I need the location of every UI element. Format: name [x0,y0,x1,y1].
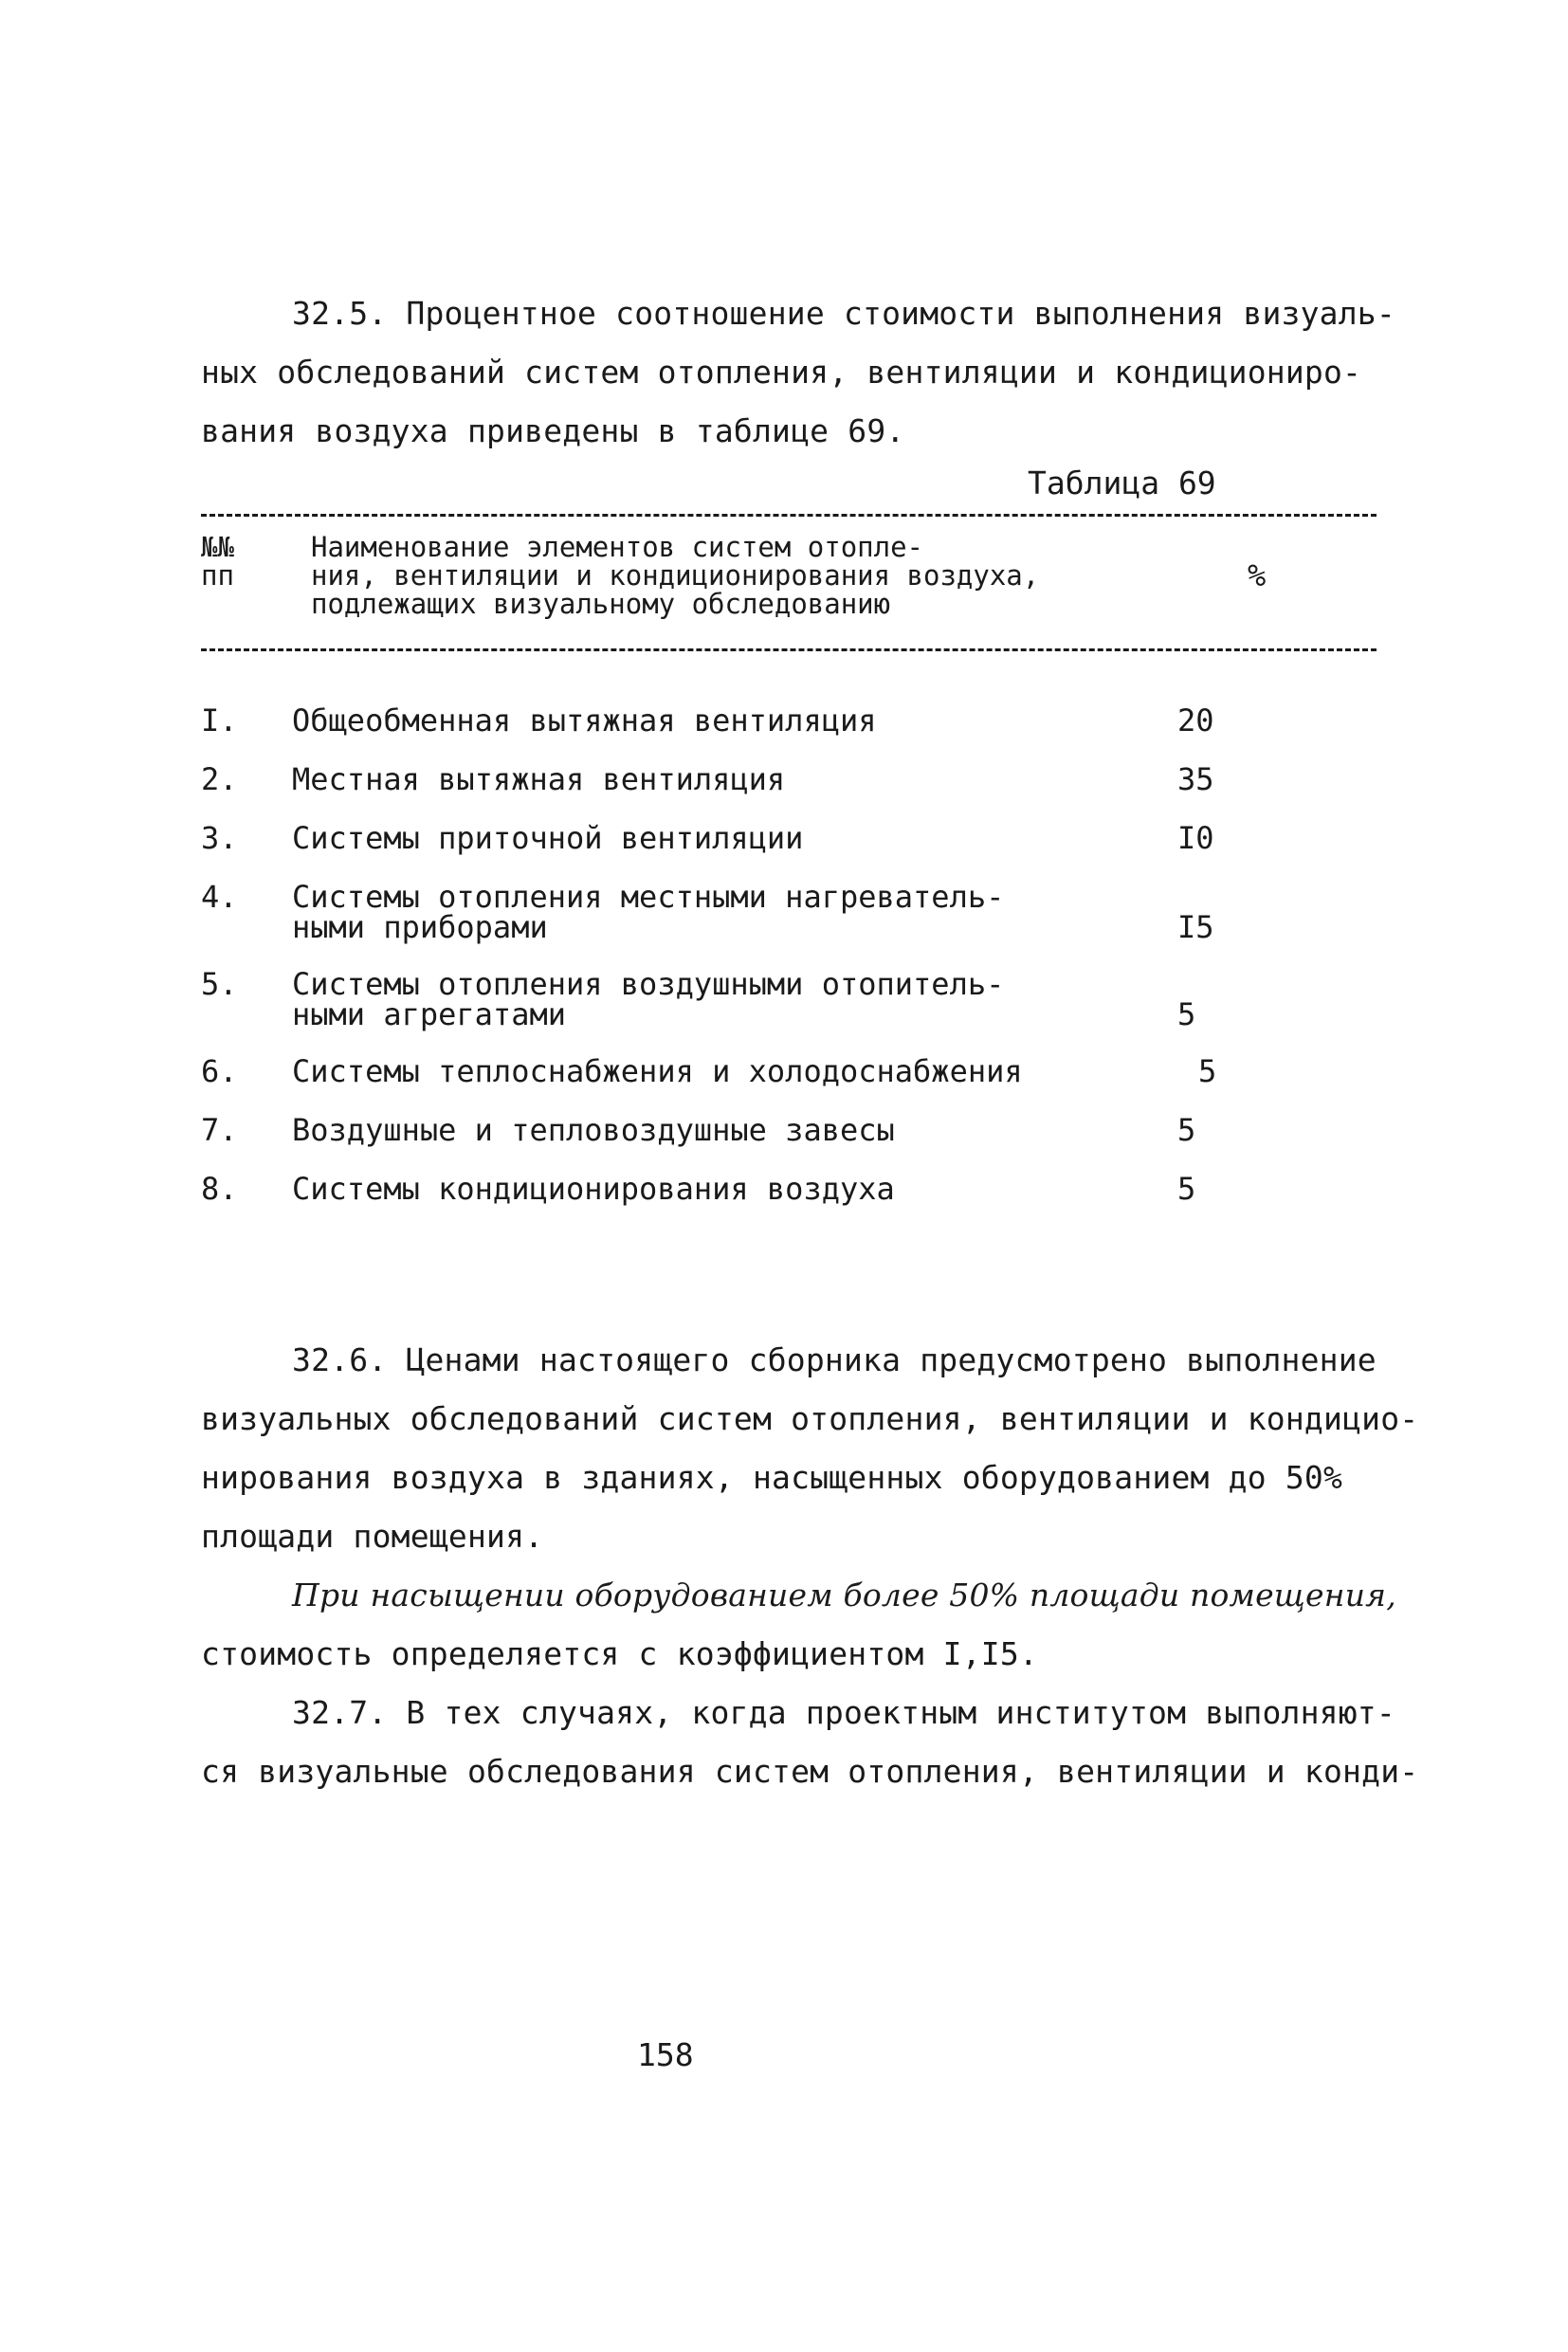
paragraph-line: ся визуальные обследования систем отопления, вентиляции и конди- [201,1753,1419,1790]
row-name-line: Системы приточной вентиляции [292,820,804,856]
paragraph-note [201,1566,1396,1684]
row-number: 7. [201,1112,238,1148]
table-header-rule [201,648,1377,651]
row-percent: I0 [1177,820,1214,856]
paragraph-line: нирования воздуха в зданиях, насыщенных оборудованием до 50% [201,1459,1343,1496]
row-number: 8. [201,1171,238,1207]
row-percent: 5 [1177,996,1196,1032]
paragraph-line: стоимость определяется с коэффициентом I,I5. [201,1635,1038,1672]
paragraph-line: 32.7. В тех случаях, когда проектным институтом выполняют- [292,1694,1395,1731]
row-name-line: Общеобменная вытяжная вентиляция [292,702,877,738]
row-name [292,879,1240,945]
table-header-percent: % [1248,557,1267,593]
row-name-line: ными агрегатами [292,996,566,1032]
table-header-name [311,533,1039,618]
row-name [292,1112,1240,1148]
paragraph-32-6 [201,1331,1419,1566]
paragraph-line: визуальных обследований систем отопления, вентиляции и кондицио- [201,1400,1419,1437]
header-name-line: Наименование элементов систем отопле- [311,531,924,563]
row-number: I. [201,702,238,738]
paragraph-32-5 [201,284,1395,461]
header-number-sublabel: пп [201,559,234,592]
paragraph-line: 32.5. Процентное соотношение стоимости выполнения визуаль- [292,295,1395,332]
table-top-rule [201,514,1377,517]
row-percent: 5 [1198,1053,1217,1089]
row-percent: I5 [1177,909,1214,945]
row-name-line: Системы отопления воздушными отопитель- [292,966,1005,1002]
paragraph-line: площади помещения. [201,1518,544,1555]
row-number: 5. [201,966,238,1002]
row-name [292,966,1240,1032]
paragraph-line: вания воздуха приведены в таблице 69. [201,412,905,449]
row-percent: 35 [1177,761,1214,797]
paragraph-line: 32.6. Ценами настоящего сборника предусмотрено выполнение [292,1341,1377,1378]
row-number: 4. [201,879,238,915]
row-number: 2. [201,761,238,797]
header-name-line: подлежащих визуальному обследованию [311,588,891,620]
row-name-line: Воздушные и тепловоздушные завесы [292,1112,895,1148]
row-name [292,1171,1240,1207]
paragraph-32-7 [201,1684,1419,1801]
paragraph-line: При насыщении оборудованием более 50% площади помещения, [292,1577,1396,1614]
row-percent: 5 [1177,1171,1196,1207]
row-name-line: Системы теплоснабжения и холодоснабжения [292,1053,1023,1089]
row-percent: 5 [1177,1112,1196,1148]
row-name [292,702,1240,738]
header-number-label: №№ [201,531,234,563]
row-percent: 20 [1177,702,1214,738]
table-header-number [201,533,234,590]
row-name-line: Местная вытяжная вентиляция [292,761,786,797]
row-name-line: ными приборами [292,909,548,945]
row-name-line: Системы кондиционирования воздуха [292,1171,895,1207]
page-number: 158 [637,2036,694,2073]
paragraph-line: ных обследований систем отопления, вентиляции и кондициониро- [201,354,1362,391]
row-number: 3. [201,820,238,856]
row-name [292,820,1240,856]
header-name-line: ния, вентиляции и кондиционирования воздуха, [311,559,1040,592]
row-name-line: Системы отопления местными нагреватель- [292,879,1005,915]
row-name [292,1053,1240,1089]
table-caption: Таблица 69 [1028,465,1216,501]
row-name [292,761,1240,797]
row-number: 6. [201,1053,238,1089]
